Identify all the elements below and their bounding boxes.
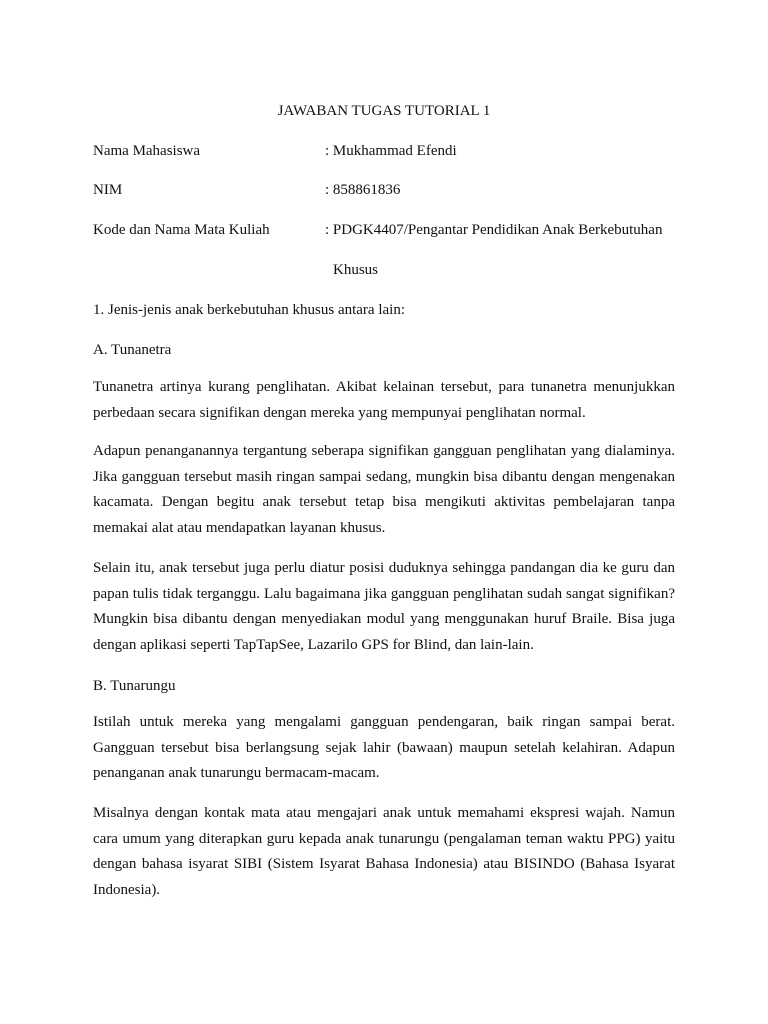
section-a-paragraph-3: Selain itu, anak tersebut juga perlu diatur posisi duduknya sehingga pandangan dia ke guru dan papan tulis tidak terganggu. Lalu bagaimana jika gangguan penglihatan sudah sangat signifikan? Mungkin bisa dibantu dengan menyediakan modul yang menggunakan huruf Braile. Bisa juga dengan aplikasi seperti TapTapSee, Lazarilo GPS for Blind, dan lain-lain.	[93, 560, 675, 653]
info-row-course	[93, 220, 675, 240]
info-row-nim	[93, 180, 675, 200]
section-a-paragraph-2: Adapun penanganannya tergantung seberapa signifikan gangguan penglihatan yang dialaminya. Jika gangguan tersebut masih ringan sampai sedang, mungkin bisa dibantu dengan mengenakan kacamata. Dengan begitu anak tersebut tetap bisa mengikuti aktivitas pembelajaran tanpa memakai alat atau mendapatkan layanan khusus.	[93, 443, 675, 536]
document-title: JAWABAN TUGAS TUTORIAL 1	[277, 103, 491, 119]
name-value: : Mukhammad Efendi	[325, 143, 457, 159]
course-value-continuation: Khusus	[333, 262, 379, 278]
section-a-paragraph-1: Tunanetra artinya kurang penglihatan. Akibat kelainan tersebut, para tunanetra menunjukkan perbedaan secara signifikan dengan mereka yang mempunyai penglihatan normal.	[93, 379, 675, 421]
nim-value: : 858861836	[325, 182, 401, 198]
question-1: 1. Jenis-jenis anak berkebutuhan khusus antara lain:	[93, 302, 405, 318]
course-value: : PDGK4407/Pengantar Pendidikan Anak Berkebutuhan	[325, 222, 663, 238]
section-b-paragraph-1: Istilah untuk mereka yang mengalami gangguan pendengaran, baik ringan sampai berat. Gangguan tersebut bisa berlangsung sejak lahir (bawaan) maupun setelah kelahiran. Adapun penanganan anak tunarungu bermacam-macam.	[93, 714, 675, 781]
section-b-heading: B. Tunarungu	[93, 678, 176, 694]
info-row-name	[93, 141, 675, 161]
course-label: Kode dan Nama Mata Kuliah	[93, 222, 270, 238]
nim-label: NIM	[93, 182, 123, 198]
section-a-heading: A. Tunanetra	[93, 342, 172, 358]
info-row-course-cont	[93, 260, 675, 280]
name-label: Nama Mahasiswa	[93, 143, 201, 159]
section-b-paragraph-2: Misalnya dengan kontak mata atau mengajari anak untuk memahami ekspresi wajah. Namun cara umum yang diterapkan guru kepada anak tunarungu (pengalaman teman waktu PPG) yaitu dengan bahasa isyarat SIBI (Sistem Isyarat Bahasa Indonesia) atau BISINDO (Bahasa Isyarat Indonesia).	[93, 805, 675, 898]
